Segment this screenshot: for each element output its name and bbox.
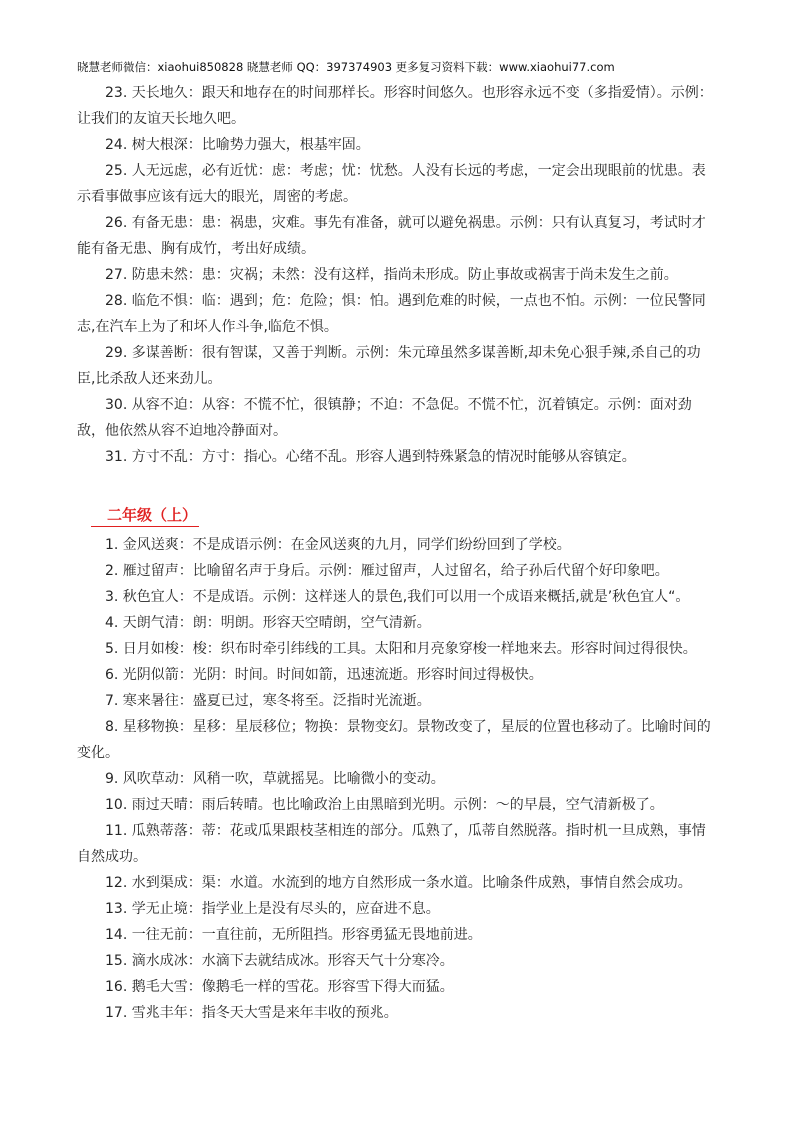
idiom-entry: 24. 树大根深：比喻势力强大，根基牢固。 [105, 137, 370, 153]
section-gap [77, 470, 719, 502]
idiom-entry: 5. 日月如梭：梭：织布时牵引纬线的工具。太阳和月亮象穿梭一样地来去。形容时间过得很快。 [105, 641, 697, 657]
idiom-list-continued [77, 80, 719, 470]
idiom-entry: 26. 有备无患：患：祸患，灾难。事先有准备，就可以避免祸患。示例：只有认真复习，考试时才能有备无患、胸有成竹，考出好成绩。 [77, 215, 706, 257]
idiom-entry: 8. 星移物换：星移：星辰移位；物换：景物变幻。景物改变了，星辰的位置也移动了。比喻时间的变化。 [77, 719, 711, 761]
idiom-list-grade2 [77, 532, 719, 1026]
idiom-entry: 29. 多谋善断：很有智谋，又善于判断。示例：朱元璋虽然多谋善断,却未免心狠手辣,杀自己的功臣,比杀敌人还来劲儿。 [77, 345, 701, 387]
idiom-entry: 27. 防患未然：患：灾祸；未然：没有这样，指尚未形成。防止事故或祸害于尚未发生之前。 [105, 267, 678, 283]
idiom-entry: 3. 秋色宜人：不是成语。示例：这样迷人的景色,我们可以用一个成语来概括,就是’秋色宜人“。 [105, 589, 690, 605]
section-heading [77, 502, 719, 528]
idiom-entry: 12. 水到渠成：渠：水道。水流到的地方自然形成一条水道。比喻条件成熟，事情自然会成功。 [105, 875, 692, 891]
idiom-entry: 16. 鹅毛大雪：像鹅毛一样的雪花。形容雪下得大而猛。 [105, 979, 454, 995]
idiom-entry: 6. 光阴似箭：光阴：时间。时间如箭，迅速流逝。形容时间过得极快。 [105, 667, 543, 683]
idiom-entry: 17. 雪兆丰年：指冬天大雪是来年丰收的预兆。 [105, 1005, 398, 1021]
idiom-entry: 10. 雨过天晴：雨后转晴。也比喻政治上由黑暗到光明。示例：～的早晨，空气清新极了。 [105, 797, 664, 813]
section-heading-text: 二年级（上） [91, 504, 199, 527]
idiom-entry: 14. 一往无前：一直往前，无所阻挡。形容勇猛无畏地前进。 [105, 927, 482, 943]
document-body [77, 80, 719, 1026]
idiom-entry: 28. 临危不惧：临：遇到；危：危险；惧：怕。遇到危难的时候，一点也不怕。示例：一位民警同志,在汽车上为了和坏人作斗争,临危不惧。 [77, 293, 706, 335]
idiom-entry: 11. 瓜熟蒂落：蒂：花或瓜果跟枝茎相连的部分。瓜熟了，瓜蒂自然脱落。指时机一旦成熟，事情自然成功。 [77, 823, 706, 865]
idiom-entry: 13. 学无止境：指学业上是没有尽头的，应奋进不息。 [105, 901, 440, 917]
idiom-entry: 23. 天长地久：跟天和地存在的时间那样长。形容时间悠久。也形容永远不变（多指爱情）。示例：让我们的友谊天长地久吧。 [77, 85, 713, 127]
page-header: 晓慧老师微信：xiaohui850828 晓慧老师 QQ：397374903 更多复习资料下载：www.xiaohui77.com [77, 60, 615, 74]
idiom-entry: 7. 寒来暑往：盛夏已过，寒冬将至。泛指时光流逝。 [105, 693, 431, 709]
idiom-entry: 31. 方寸不乱：方寸：指心。心绪不乱。形容人遇到特殊紧急的情况时能够从容镇定。 [105, 449, 636, 465]
idiom-entry: 2. 雁过留声：比喻留名声于身后。示例：雁过留声，人过留名，给子孙后代留个好印象吧。 [105, 563, 669, 579]
idiom-entry: 30. 从容不迫：从容：不慌不忙，很镇静；不迫：不急促。不慌不忙，沉着镇定。示例：面对劲敌，他依然从容不迫地冷静面对。 [77, 397, 692, 439]
idiom-entry: 9. 风吹草动：风稍一吹，草就摇晃。比喻微小的变动。 [105, 771, 445, 787]
idiom-entry: 15. 滴水成冰：水滴下去就结成冰。形容天气十分寒冷。 [105, 953, 454, 969]
idiom-entry: 1. 金风送爽：不是成语示例：在金风送爽的九月，同学们纷纷回到了学校。 [105, 537, 571, 553]
idiom-entry: 25. 人无远虑，必有近忧：虑：考虑；忧：忧愁。人没有长远的考虑，一定会出现眼前的忧患。表示看事做事应该有远大的眼光，周密的考虑。 [77, 163, 706, 205]
idiom-entry: 4. 天朗气清：朗：明朗。形容天空晴朗，空气清新。 [105, 615, 431, 631]
